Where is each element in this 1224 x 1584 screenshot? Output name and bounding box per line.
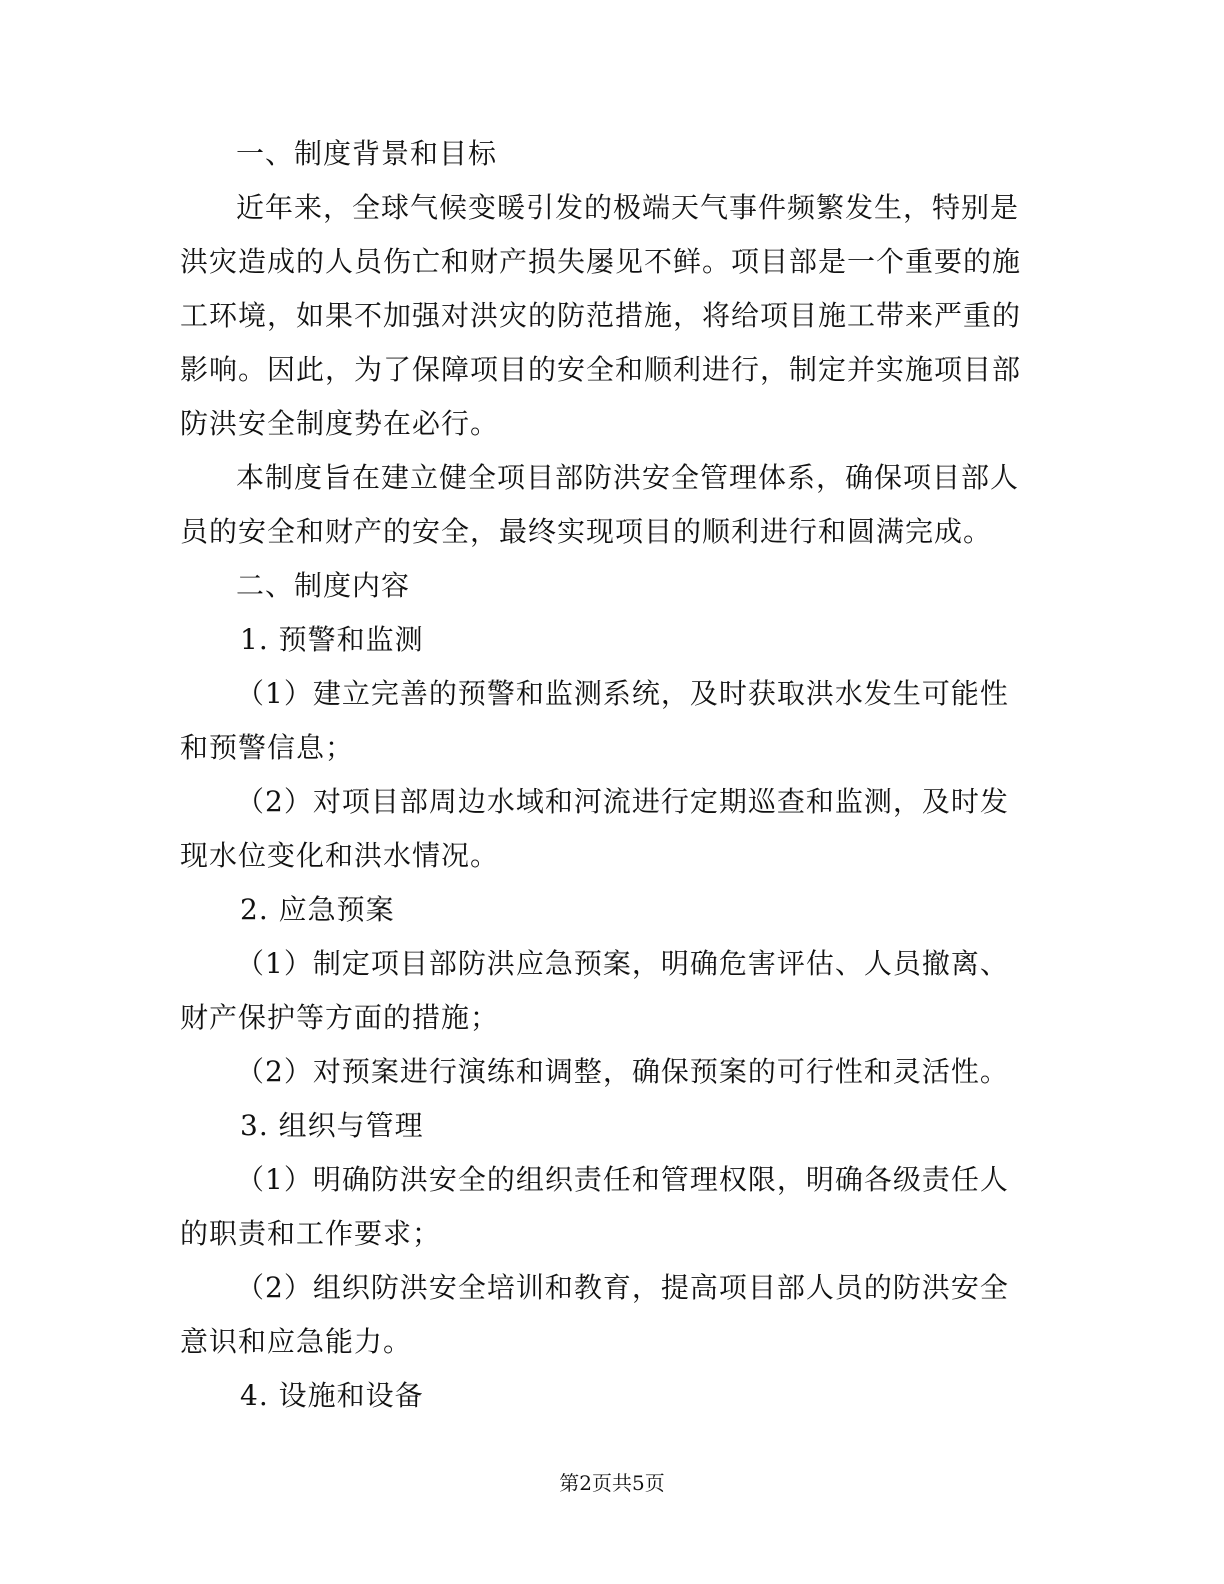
list-item-title: 3. 组织与管理: [240, 1109, 424, 1142]
page-number-label: 第2页共5页: [559, 1471, 665, 1495]
section-heading: 二、制度内容: [236, 569, 411, 602]
paragraph: 本制度旨在建立健全项目部防洪安全管理体系，确保项目部人员的安全和财产的安全，最终实现项目的顺利进行和圆满完成。: [180, 461, 1020, 548]
list-item-title: 2. 应急预案: [240, 893, 395, 926]
list-subitem: （2）对预案进行演练和调整，确保预案的可行性和灵活性。: [236, 1055, 1009, 1088]
page-footer: [0, 1467, 1224, 1496]
section-heading: 一、制度背景和目标: [236, 137, 498, 170]
list-item-title: 1. 预警和监测: [240, 623, 424, 656]
list-subitem: （2）对项目部周边水域和河流进行定期巡查和监测，及时发现水位变化和洪水情况。: [180, 785, 1009, 872]
list-subitem: （1）制定项目部防洪应急预案，明确危害评估、人员撤离、财产保护等方面的措施；: [180, 947, 1009, 1034]
paragraph: 近年来，全球气候变暖引发的极端天气事件频繁发生，特别是洪灾造成的人员伤亡和财产损失屡见不鲜。项目部是一个重要的施工环境，如果不加强对洪灾的防范措施，将给项目施工带来严重的影响。因此，为了保障项目的安全和顺利进行，制定并实施项目部防洪安全制度势在必行。: [180, 191, 1022, 440]
list-item-title: 4. 设施和设备: [240, 1379, 424, 1412]
list-subitem: （1）建立完善的预警和监测系统，及时获取洪水发生可能性和预警信息；: [180, 677, 1009, 764]
document-body: [180, 127, 1030, 1423]
list-subitem: （1）明确防洪安全的组织责任和管理权限，明确各级责任人的职责和工作要求；: [180, 1163, 1009, 1250]
list-subitem: （2）组织防洪安全培训和教育，提高项目部人员的防洪安全意识和应急能力。: [180, 1271, 1009, 1358]
